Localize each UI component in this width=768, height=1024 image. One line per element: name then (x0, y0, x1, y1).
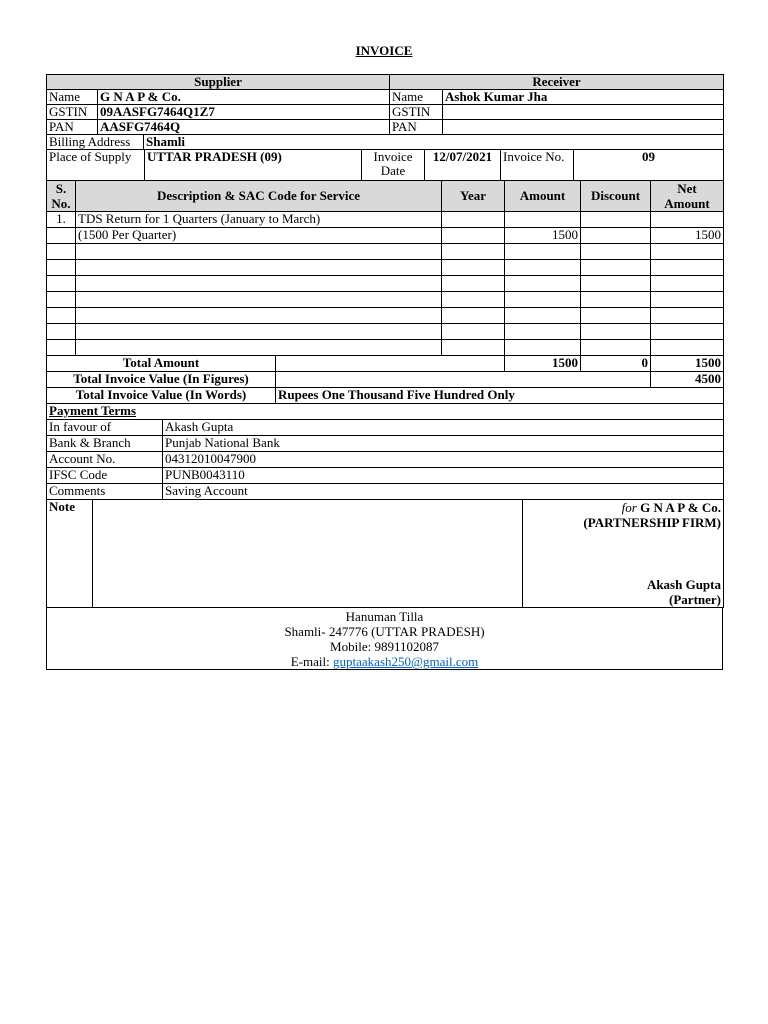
ifsc-label: IFSC Code (47, 468, 163, 484)
items-table (46, 180, 724, 356)
invoice-title: INVOICE (355, 43, 413, 58)
total-discount: 0 (581, 356, 651, 372)
invoice-no: 09 (574, 150, 724, 181)
item-amount (505, 212, 581, 228)
place-of-supply: UTTAR PRADESH (09) (145, 150, 362, 181)
comments-label: Comments (47, 484, 163, 500)
total-words: Rupees One Thousand Five Hundred Only (276, 388, 724, 404)
firm-type: (PARTNERSHIP FIRM) (583, 515, 721, 530)
invoice-date: 12/07/2021 (425, 150, 501, 181)
firm-name: G N A P & Co. (640, 500, 721, 515)
favour-label: In favour of (47, 420, 163, 436)
empty-row (47, 244, 724, 260)
total-figures-label: Total Invoice Value (In Figures) (47, 372, 276, 388)
receiver-gstin (443, 105, 724, 120)
receiver-pan (443, 120, 724, 135)
empty-row (47, 292, 724, 308)
signer-name: Akash Gupta (646, 577, 721, 592)
col-description: Description & SAC Code for Service (76, 181, 442, 212)
invoice-date-label: Invoice Date (362, 150, 425, 181)
bank-value: Punjab National Bank (163, 436, 724, 452)
empty-row (47, 276, 724, 292)
email-label: E-mail: (290, 654, 330, 669)
item-year (442, 228, 505, 244)
supplier-pan: AASFG7464Q (98, 120, 390, 135)
supplier-gstin: 09AASFG7464Q1Z7 (98, 105, 390, 120)
col-amount: Amount (505, 181, 581, 212)
receiver-heading: Receiver (390, 75, 724, 90)
party-table (46, 74, 724, 150)
supplier-heading: Supplier (47, 75, 390, 90)
supplier-pan-label: PAN (47, 120, 98, 135)
footer-address-line2: Shamli- 247776 (UTTAR PRADESH) (284, 624, 485, 639)
item-description: TDS Return for 1 Quarters (January to March) (76, 212, 442, 228)
payment-terms-heading: Payment Terms (47, 404, 724, 420)
item-discount (581, 212, 651, 228)
total-words-label: Total Invoice Value (In Words) (47, 388, 276, 404)
col-net-amount: Net Amount (651, 181, 724, 212)
signature-table (46, 499, 724, 608)
supplier-gstin-label: GSTIN (47, 105, 98, 120)
bank-label: Bank & Branch (47, 436, 163, 452)
ifsc-value: PUNB0043110 (163, 468, 724, 484)
footer-address-line1: Hanuman Tilla (345, 609, 424, 624)
col-sno: S. No. (47, 181, 76, 212)
item-description: (1500 Per Quarter) (76, 228, 442, 244)
item-sno (47, 228, 76, 244)
for-word: for (621, 500, 637, 515)
total-amount-label: Total Amount (47, 356, 276, 372)
item-year (442, 212, 505, 228)
billing-label: Billing Address (47, 135, 144, 150)
table-row (47, 228, 724, 244)
col-discount: Discount (581, 181, 651, 212)
item-net (651, 212, 724, 228)
empty-row (47, 260, 724, 276)
total-net: 1500 (651, 356, 724, 372)
invoice-frame (46, 74, 723, 670)
item-sno: 1. (47, 212, 76, 228)
invoice-no-label: Invoice No. (501, 150, 574, 181)
footer-table (46, 607, 723, 670)
total-amount: 1500 (505, 356, 581, 372)
supply-table (46, 149, 724, 181)
empty-row (47, 340, 724, 356)
col-year: Year (442, 181, 505, 212)
signer-role: (Partner) (669, 592, 721, 607)
item-amount: 1500 (505, 228, 581, 244)
receiver-name: Ashok Kumar Jha (443, 90, 724, 105)
account-value: 04312010047900 (163, 452, 724, 468)
supplier-name: G N A P & Co. (98, 90, 390, 105)
receiver-name-label: Name (390, 90, 443, 105)
footer-email-line (47, 654, 722, 669)
totals-table (46, 355, 724, 404)
table-row (47, 212, 724, 228)
empty-row (47, 324, 724, 340)
note-body (93, 500, 523, 608)
account-label: Account No. (47, 452, 163, 468)
payment-table (46, 403, 724, 500)
supplier-name-label: Name (47, 90, 98, 105)
total-figures: 4500 (651, 372, 724, 388)
receiver-gstin-label: GSTIN (390, 105, 443, 120)
receiver-pan-label: PAN (390, 120, 443, 135)
place-of-supply-label: Place of Supply (47, 150, 145, 181)
email-link[interactable]: guptaakash250@gmail.com (333, 654, 479, 669)
note-label: Note (47, 500, 93, 608)
comments-value: Saving Account (163, 484, 724, 500)
item-net: 1500 (651, 228, 724, 244)
item-discount (581, 228, 651, 244)
footer-mobile: Mobile: 9891102087 (330, 639, 439, 654)
signature-block (523, 500, 724, 608)
favour-value: Akash Gupta (163, 420, 724, 436)
billing-address: Shamli (144, 135, 724, 150)
empty-row (47, 308, 724, 324)
